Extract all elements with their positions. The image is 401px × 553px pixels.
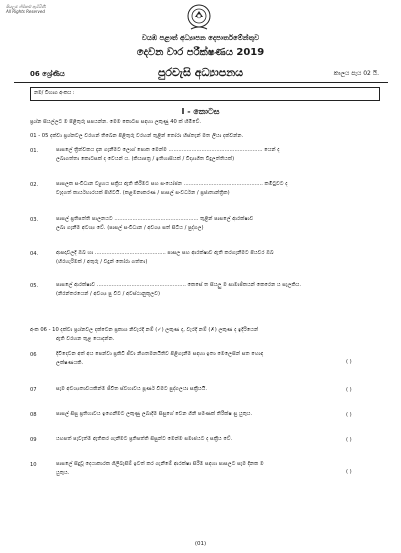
question-line: යහපත් පැවැත්ම ඇතිකර ගැනීමට ප්‍රතිපත්ති සිසුන්ට මෙන්ම සමාජයට ද සක්‍රීය වේ. — [56, 436, 233, 442]
rights-sinhala: සියලුම හිමිකම් ඇවිරිණි — [6, 4, 46, 9]
question-line: පාසල් ප්‍රතිපත්ති පාලනයට ................................................... තුළින් පාසලේ ආරක්ෂාව — [56, 216, 254, 222]
page-number: (01) — [194, 541, 207, 547]
question-line: ලබාගත්තා කොටසක් ද වෙයන් ය. (කියාපත්‍ර / ඉතිහාසියක් / විද්‍යාගිත වීදුලත්තියක්) — [56, 156, 235, 162]
instruction-06-10: අංක 06 - 10 දක්වා ප්‍රශ්නවල දක්වෙන ප්‍රකාශ නිවැරදි නම් (✓) ලකුණ ද, වැරදි නම් (✗) ලකුණ ද ඉදිරියෙන් — [30, 327, 259, 333]
question-line: ලබා ගැනීම අවශ්‍ය වේ. (පාසල් සංවිධාන / අවශ්‍ය සත් සිටිය / පුද්ගල) — [56, 225, 204, 231]
answer-box[interactable]: ( ) — [346, 469, 352, 475]
question-number: 01. — [30, 148, 39, 154]
department-title: වයඹ පළාත් අධ්‍යාපන දෙපාර්තමේන්තුව — [141, 34, 260, 42]
question-line: දිවිදෙවන අත් අය පෙන්වා ප්‍රකිටි ජීවා නිගතමනයිතිව පිළිගැනීම සඳහා ඉතා මෙලෙසින් සත හොඳ — [56, 351, 264, 357]
question-line: යුතුය. — [56, 470, 70, 476]
question-line: (හිරහැරිමක් / අතුරු / වදුන් තෝරා ගත්තා) — [56, 259, 148, 265]
answer-box[interactable]: ( ) — [346, 387, 352, 393]
question-number: 10 — [30, 462, 37, 468]
question-number: 08 — [30, 412, 37, 418]
question-number: 07 — [30, 387, 37, 393]
question-line: පාසලේ සිදුවූ දෙයාකාරක ගිලිබැසීම් ඉවත් කර ගැනීමේ ආරක්ෂා සිරීම සඳහා පාසලට සැම දිනක ම — [56, 461, 264, 467]
question-line: ලක්ෂණයකි. — [56, 360, 84, 366]
question-line: වැදගත් කාර්යභාරයක් පිහිටයි. (කළමනාකරණ / පාසල් සංවර්ධන / ප්‍රජාතාන්ත්‍රික) — [56, 190, 230, 196]
instruction-main: ප්‍රශ්න සියල්ලට ම පිළිතුරු සපයන්න. මෙම කොටස සඳහා ලකුණු 40 ක් හිමිවේ. — [30, 119, 202, 125]
question-line: පාසලේ ත්‍රිත්වකය දැන ගැනීමට ලොග් පොත මෙන්ම ......................................................... යෙන් ද — [56, 147, 280, 153]
question-number: 05. — [30, 283, 39, 289]
question-number: 03. — [30, 217, 39, 223]
instruction-01-05: 01 - 05 දක්වා ප්‍රශ්නවල වරහන් තිබෙන පිළිතුරු වරහන් තුළින් තෝරා හිස්තැන් මත ලියා දක්වන්න. — [30, 133, 244, 139]
rights-english: All Rights Reserved — [6, 9, 45, 14]
question-line: පාසලක සංවිධාන ව්‍යුහය සක්‍රිය ඇති කිරීමට සහ සංයෝජන ................................................ කමිටුවට ද — [56, 181, 288, 187]
answer-box[interactable]: ( ) — [346, 437, 352, 443]
section-title: I - කොටස — [181, 107, 220, 116]
question-number: 04. — [30, 251, 39, 257]
name-field[interactable] — [30, 87, 380, 101]
question-line: පාසල් සිසු ප්‍රතිභාවය ඉගෙනීමට ලකුණු ලබාදීම සිසුගේ වෙන ගිනි පමණක් තිරීක්ෂ සු යුතුය. — [56, 411, 253, 417]
subject-title: පුරවැසි අධ්‍යාපනය — [157, 66, 244, 79]
question-number: 02. — [30, 182, 39, 188]
grade-label: 06 ශ්‍රේණිය — [30, 70, 65, 78]
question-line: පාසලේ ආරක්ෂාව ...................................................... කෙසේ ත සියලු ම සාමාජිකයන් කෙරෙන ය සැලකිය. — [56, 282, 302, 288]
government-emblem-icon — [185, 3, 213, 33]
question-line: (නිරන්තරයෙන් / අවශ්‍ය පු වීට / අවස්ථානුකූලව) — [56, 291, 160, 297]
answer-box[interactable]: ( ) — [346, 359, 352, 365]
rights-notice — [6, 4, 46, 14]
question-line: සැම අවශ්‍යතාවයකින්ම ජීවිත ස්වභාවය පූර්ණ වීමට පුද්ගලයා සක්‍රීයයි. — [56, 386, 207, 392]
name-field-label: නම/ විභාග අංකය : — [34, 90, 75, 96]
question-line: ආපදාවලදී ඔබ හා ........................................... පාසල සහ ආරක්ෂාව ඇති කරගැනීමට පියවර ඔබ — [56, 250, 274, 256]
question-number: 06 — [30, 352, 37, 358]
answer-box[interactable]: ( ) — [346, 412, 352, 418]
exam-title: දෙවන වාර පරීක්ෂණය 2019 — [136, 47, 265, 58]
header-divider — [14, 82, 388, 83]
question-number: 09 — [30, 437, 37, 443]
instruction-06-10-continued: ඇති වරහන තුළ යොදන්න. — [56, 336, 115, 342]
time-label: කාලය පැය 02 යි. — [333, 70, 379, 77]
